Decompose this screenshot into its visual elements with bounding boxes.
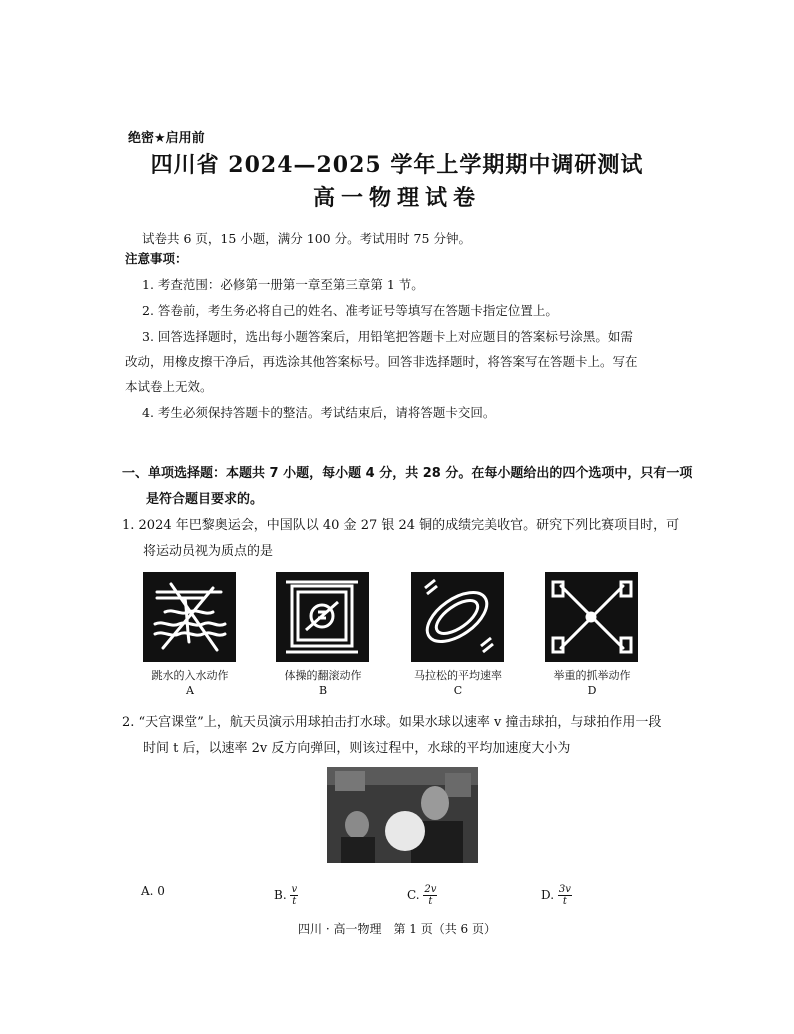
notice-item: 改动，用橡皮擦干净后，再选涂其他答案标号。回答非选择题时，将答案写在答题卡上。写在: [125, 354, 638, 369]
fraction-denominator: t: [562, 896, 567, 907]
astronaut-photo: [327, 767, 478, 863]
question-2-stem-cont: 时间 t 后，以速率 2v 反方向弹回，则该过程中，水球的平均加速度大小为: [143, 741, 571, 756]
fraction-denominator: t: [428, 896, 433, 907]
question-2-stem: 2. “天宫课堂”上，航天员演示用球拍击打水球。如果水球以速率 v 撞击球拍，与球拍作用一段: [122, 715, 662, 730]
marathon-pictogram: [411, 572, 504, 662]
weightlifting-pictogram: [545, 572, 638, 662]
fraction-numerator: v: [291, 884, 298, 895]
option-d-caption: 举重的抓举动作: [553, 669, 631, 682]
gymnastics-pictogram: [276, 572, 369, 662]
q2-option-c: [407, 884, 437, 907]
notice-item: 3. 回答选择题时，选出每小题答案后，用铅笔把答题卡上对应题目的答案标号涂黑。如需: [142, 329, 633, 344]
q2-option-b-label: B.: [274, 888, 287, 902]
section-heading-cont: 是符合题目要求的。: [146, 492, 264, 507]
q2-option-d: [541, 884, 572, 907]
option-c-letter: C: [453, 684, 463, 697]
diving-pictogram: [143, 572, 236, 662]
exam-title: 四川省 2024—2025 学年上学期期中调研测试: [150, 152, 644, 178]
page-footer: 四川 · 高一物理 第 1 页（共 6 页）: [298, 922, 496, 936]
q2-option-b: [274, 884, 298, 907]
notice-item: 4. 考生必须保持答题卡的整洁。考试结束后，请将答题卡交回。: [142, 405, 496, 420]
section-heading: 一、单项选择题：本题共 7 小题，每小题 4 分，共 28 分。在每小题给出的四个选项中，只有一项: [122, 466, 693, 481]
notice-item: 本试卷上无效。: [125, 379, 213, 394]
option-a-letter: A: [186, 684, 194, 697]
q2-option-d-fraction: [558, 884, 572, 907]
q2-option-c-fraction: [423, 884, 437, 907]
q2-option-a: A. 0: [141, 884, 165, 898]
exam-intro: 试卷共 6 页，15 小题，满分 100 分。考试用时 75 分钟。: [142, 231, 471, 246]
notice-heading: 注意事项：: [125, 251, 188, 266]
paper-subtitle: 高一物理试卷: [312, 185, 481, 211]
fraction-numerator: 2v: [424, 884, 437, 895]
q2-option-c-label: C.: [407, 888, 420, 902]
fraction-denominator: t: [292, 896, 297, 907]
fraction-numerator: 3v: [558, 884, 571, 895]
question-1-stem-cont: 将运动员视为质点的是: [143, 544, 274, 559]
confidential-label: 绝密★启用前: [128, 131, 205, 146]
option-c-caption: 马拉松的平均速率: [414, 669, 502, 682]
notice-item: 1. 考查范围：必修第一册第一章至第三章第 1 节。: [142, 277, 424, 292]
notice-item: 2. 答卷前，考生务必将自己的姓名、准考证号等填写在答题卡指定位置上。: [142, 303, 558, 318]
q2-option-b-fraction: [290, 884, 298, 907]
option-b-caption: 体操的翻滚动作: [284, 669, 362, 682]
question-1-stem: 1. 2024 年巴黎奥运会，中国队以 40 金 27 银 24 铜的成绩完美收官。研究下列比赛项目时，可: [122, 518, 680, 533]
option-a-caption: 跳水的入水动作: [151, 669, 229, 682]
q2-option-d-label: D.: [541, 888, 555, 902]
option-b-letter: B: [318, 684, 328, 697]
option-d-letter: D: [587, 684, 597, 697]
